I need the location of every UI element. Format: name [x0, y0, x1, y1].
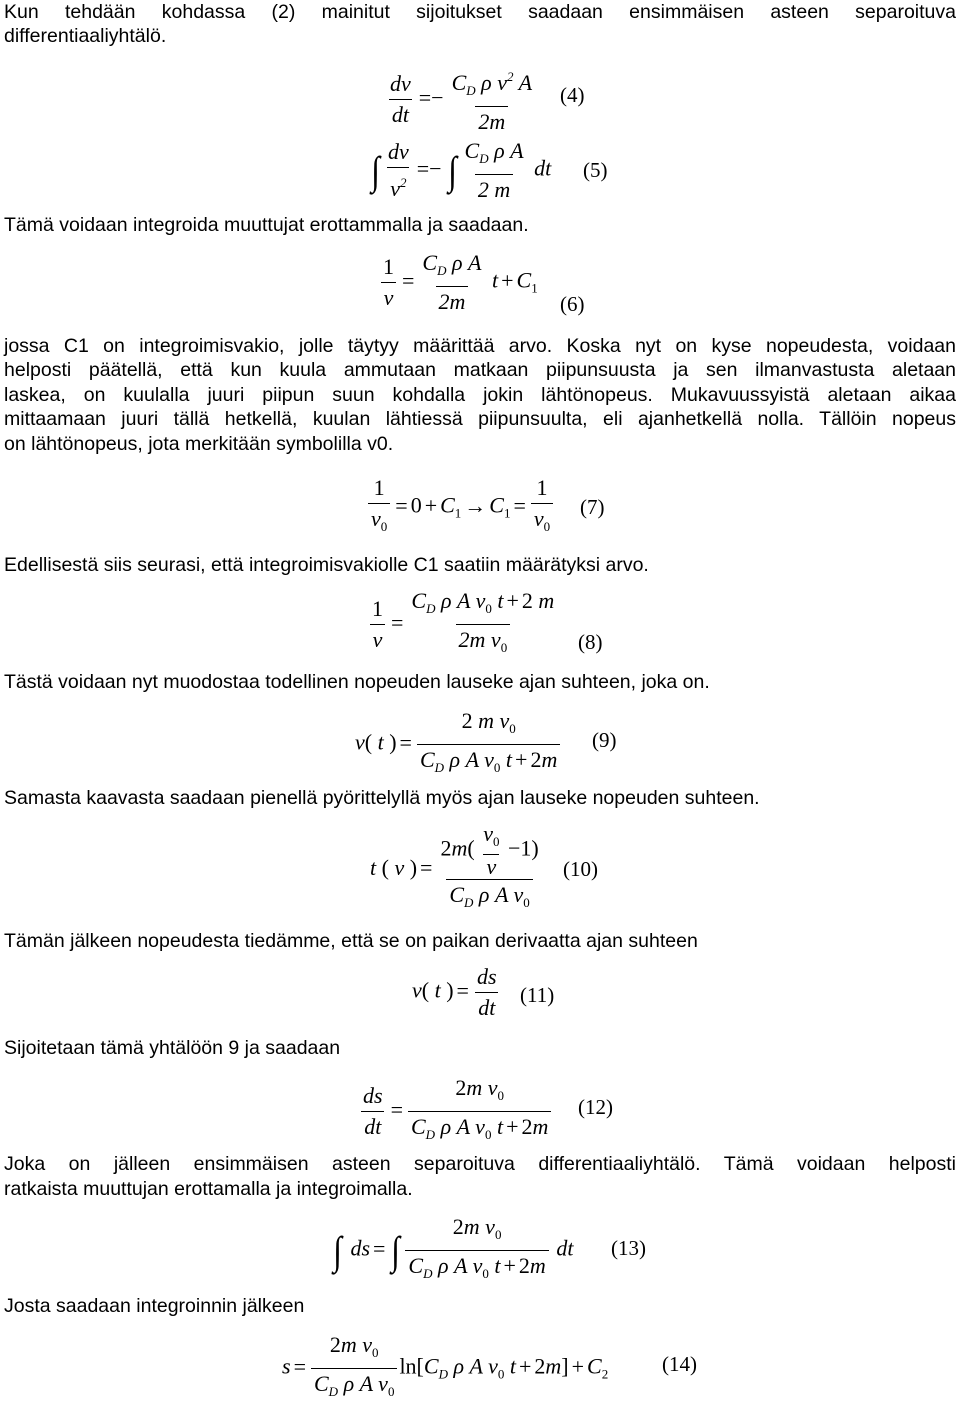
- paragraph-constant-line1: jossa C1 on integroimisvakio, jolle täytyy määrittää arvo. Koska nyt on kyse nopeudesta, voidaan: [4, 335, 956, 357]
- paragraph-intro-line2: differentiaaliyhtälö.: [4, 25, 167, 47]
- paragraph-constant-result: Edellisestä siis seurasi, että integroimisvakiolle C1 saatiin määrätyksi arvo.: [4, 554, 649, 576]
- equation-number-8: (8): [578, 630, 603, 654]
- equation-11: v( t ) = $\frac{ds}{dt}$: [412, 962, 502, 1023]
- equation-7: $\frac{1}{v_0}$ = $0 + C_1 \to C_1$ = $\frac{1}{v_0}$: [366, 473, 555, 542]
- equation-number-5: (5): [583, 158, 608, 182]
- equation-6: $\frac{1}{v}$ = $\frac{C_D \rho A}{2m}$ $t + C_1$: [378, 248, 538, 317]
- equation-number-9: (9): [592, 728, 617, 752]
- equation-number-14: (14): [662, 1352, 697, 1376]
- paragraph-result: Josta saadaan integroinnin jälkeen: [4, 1295, 305, 1317]
- equation-number-7: (7): [580, 495, 605, 519]
- paragraph-constant-line5: on lähtönopeus, jota merkitään symbolilla v0.: [4, 433, 394, 455]
- equation-number-11: (11): [520, 983, 555, 1007]
- equation-number-12: (12): [578, 1095, 613, 1119]
- equation-12: $\frac{ds}{dt}$ = $\frac{2m v_0}{C_D \rho A v_0 t + 2m}$: [358, 1073, 553, 1150]
- paragraph-time: Samasta kaavasta saadaan pienellä pyörittelyllä myös ajan lauseke nopeuden suhteen.: [4, 787, 760, 809]
- paragraph-velocity: Tästä voidaan nyt muodostaa todellinen nopeuden lauseke ajan suhteen, joka on.: [4, 671, 710, 693]
- equation-13: ∫ ds = ∫ $\frac{2m v_0}{C_D \rho A v_0 t + 2m}$ dt: [330, 1212, 573, 1289]
- equation-10: t ( v ) = 2m( $\frac{v_0}{v}$ −1) $C_D$ ρ A $v_0$: [370, 822, 544, 918]
- equation-number-10: (10): [563, 857, 598, 881]
- equation-number-6: (6): [560, 292, 585, 316]
- paragraph-derivative: Tämän jälkeen nopeudesta tiedämme, että se on paikan derivaatta ajan suhteen: [4, 930, 698, 952]
- paragraph-separable-line2: ratkaista muuttujan erottamalla ja integroimalla.: [4, 1178, 413, 1200]
- equation-9: v( t ) = $\frac{2 m v_0}{C_D \rho A v_0 t + 2m}$: [355, 706, 562, 783]
- equation-8: $\frac{1}{v}$ = $\frac{C_D \rho A v_0 t + 2 m}{2m v_0}$: [367, 586, 559, 663]
- equation-5: ∫ $\frac{dv}{v^2}$ =− ∫ $\frac{C_D \rho A}{2 m}$ dt: [368, 136, 551, 205]
- paragraph-integrate: Tämä voidaan integroida muuttujat erottammalla ja saadaan.: [4, 214, 529, 236]
- paragraph-constant-line4: mittaamaan juuri tällä hetkellä, kuulan lähtiessä piipunsuulta, eli ajanhetkellä nolla. Tällöin nopeus: [4, 408, 956, 430]
- equation-number-4: (4): [560, 83, 585, 107]
- paragraph-intro-line1: Kun tehdään kohdassa (2) mainitut sijoitukset saadaan ensimmäisen asteen separoituva: [4, 1, 956, 23]
- paragraph-constant-line2: helposti päätellä, että kun kuula ammutaan matkaan piipunsuusta ja sen ilmanvastusta aletaan: [4, 359, 956, 381]
- equation-14: s = $\frac{2m v_0}{C_D \rho A v_0}$ $\ln[C_D$ ρ A $v_0$ $t + 2m] + C_2$: [282, 1330, 608, 1407]
- paragraph-separable-line1: Joka on jälleen ensimmäisen asteen separoituva differentiaaliyhtälö. Tämä voidaan helposti: [4, 1153, 956, 1175]
- equation-4: $\frac{dv}{dt}$ =− $\frac{C_D \rho v^2 A}{2m}$: [385, 62, 537, 137]
- paragraph-substitute: Sijoitetaan tämä yhtälöön 9 ja saadaan: [4, 1037, 341, 1059]
- paragraph-constant-line3: laskea, on kuulalla juuri piipun suun kohdalla jokin lähtönopeus. Mukavuussyistä aletaan aikaa: [4, 384, 956, 406]
- equation-number-13: (13): [611, 1236, 646, 1260]
